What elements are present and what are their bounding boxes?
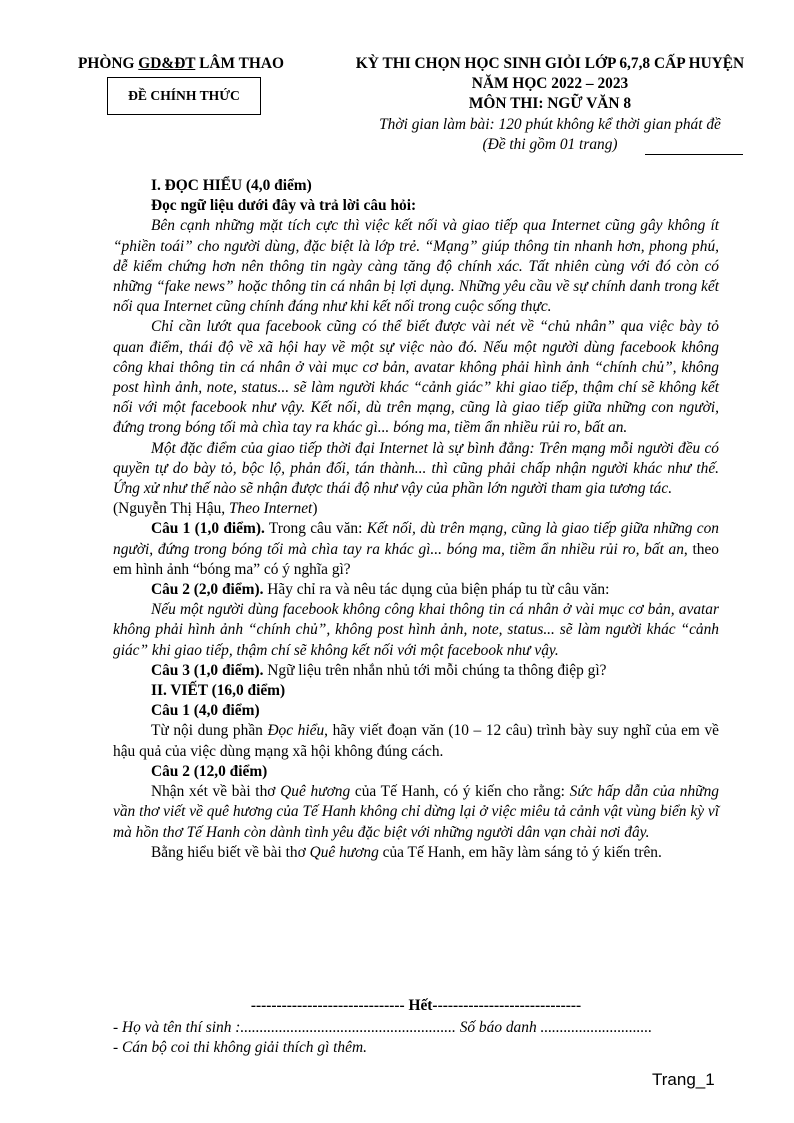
question-1: Câu 1 (1,0 điểm). Trong câu văn: Kết nối, dù trên mạng, cũng là giao tiếp giữa những con người, đứng trong bóng tối mà chìa tay ra khác gì... bóng ma, tiềm ẩn nhiều rủi ro, bất an, theo em hình ảnh “bóng ma” có ý nghĩa gì? bbox=[113, 520, 719, 578]
page-count-rule bbox=[645, 154, 743, 155]
writing-question-2-task: Bằng hiểu biết về bài thơ Quê hương của Tế Hanh, em hãy làm sáng tỏ ý kiến trên. bbox=[151, 843, 662, 861]
candidate-info-line: - Họ và tên thí sinh :........................................................ Số báo danh ............................. bbox=[113, 1019, 653, 1036]
writing-question-1: Từ nội dung phần Đọc hiểu, hãy viết đoạn văn (10 – 12 câu) trình bày suy nghĩ của em về hậu quả của việc dùng mạng xã hội không đúng cách. bbox=[113, 722, 719, 760]
exam-title: KỲ THI CHỌN HỌC SINH GIỎI LỚP 6,7,8 CẤP HUYỆN bbox=[355, 55, 745, 72]
passage-source: (Nguyễn Thị Hậu, Theo Internet) bbox=[113, 500, 318, 518]
subject: MÔN THI: NGỮ VĂN 8 bbox=[468, 95, 632, 113]
writing-question-2-label: Câu 2 (12,0 điểm) bbox=[151, 762, 268, 780]
passage-paragraph: Bên cạnh những mặt tích cực thì việc kết nối và giao tiếp qua Internet cũng gây không ít “phiền toái” cho người dùng, đặc biệt là lớp trẻ. “Mạng” giúp thông tin nhanh hơn, phong phú, dễ kiểm chứng hơn nên thông tin ngày càng tăng độ chính xác. Tất nhiên cùng với đó còn có những “fake news” hoặc thông tin cá nhân bị lợi dụng. Những yêu cầu về sự chính danh trong kết nối qua Internet cũng chính đáng như khi kết nối trong cuộc sống thực. bbox=[113, 217, 719, 316]
passage-paragraph: Một đặc điểm của giao tiếp thời đại Internet là sự bình đẳng: Trên mạng mỗi người đều có quyền tự do bày tỏ, bộc lộ, phản đối, tán thành... thì cũng phải chấp nhận người khác như thế. Ứng xử như thế nào sẽ nhận được thái độ như vậy của phần lớn người tham gia tương tác. bbox=[113, 439, 719, 498]
writing-question-2: Nhận xét về bài thơ Quê hương của Tế Hanh, có ý kiến cho rằng: Sức hấp dẫn của những vần thơ viết về quê hương của Tế Hanh không chỉ dừng lại ở việc miêu tả cảnh vật vùng biển kỳ vĩ mà hồn thơ Tế Hanh còn dành tình yêu đặc biệt với những người dân vạn chài nơi đây. bbox=[113, 783, 719, 841]
exam-body bbox=[113, 176, 719, 863]
question-3: Câu 3 (1,0 điểm). Ngữ liệu trên nhắn nhủ tới mỗi chúng ta thông điệp gì? bbox=[151, 661, 607, 679]
duration: Thời gian làm bài: 120 phút không kể thời gian phát đề bbox=[379, 115, 721, 133]
school-year: NĂM HỌC 2022 – 2023 bbox=[471, 75, 629, 93]
page-count: (Đề thi gồm 01 trang) bbox=[482, 135, 617, 155]
exam-header bbox=[330, 54, 770, 155]
department-name: PHÒNG GD&ĐT LÂM THAO bbox=[78, 55, 284, 72]
part1-instruction: Đọc ngữ liệu dưới đây và trả lời câu hỏi: bbox=[151, 197, 417, 215]
part2-heading: II. VIẾT (16,0 điểm) bbox=[151, 682, 286, 700]
writing-question-1-label: Câu 1 (4,0 điểm) bbox=[151, 702, 260, 720]
official-label-box bbox=[107, 77, 261, 115]
official-label: ĐỀ CHÍNH THỨC bbox=[128, 88, 240, 103]
passage-paragraph: Chỉ cần lướt qua facebook cũng có thể biết được vài nét về “chủ nhân” qua việc bày tỏ quan điểm, thái độ về xã hội hay về một sự việc nào đó. Nếu một người dùng facebook không công khai thông tin cá nhân ở vài mục cơ bản, avatar không phải hình ảnh “chính chủ”, không post hình ảnh, note, status... sẽ làm người khác “cảnh giác” khi giao tiếp, thậm chí sẽ không kết nối với một facebook như vậy. Kết nối, dù trên mạng, cũng là giao tiếp giữa những con người, đứng trong bóng tối mà chìa tay ra khác gì... bóng ma, tiềm ẩn nhiều rủi ro, bất an. bbox=[113, 318, 719, 437]
question-2: Câu 2 (2,0 điểm). Hãy chỉ ra và nêu tác dụng của biện pháp tu từ câu văn: bbox=[151, 581, 610, 599]
proctor-note: - Cán bộ coi thi không giải thích gì thêm. bbox=[113, 1039, 367, 1056]
question-2-quote: Nếu một người dùng facebook không công khai thông tin cá nhân ở vài mục cơ bản, avatar không phải hình ảnh “chính chủ”, không post hình ảnh, note, status... sẽ làm người khác “cảnh giác” khi giao tiếp, thậm chí sẽ không kết nối với một facebook như vậy. bbox=[113, 601, 719, 659]
part1-heading: I. ĐỌC HIỂU (4,0 điểm) bbox=[151, 177, 312, 194]
end-marker: ------------------------------ Hết----------------------------- bbox=[250, 997, 582, 1014]
page-number: Trang_1 bbox=[652, 1070, 715, 1089]
